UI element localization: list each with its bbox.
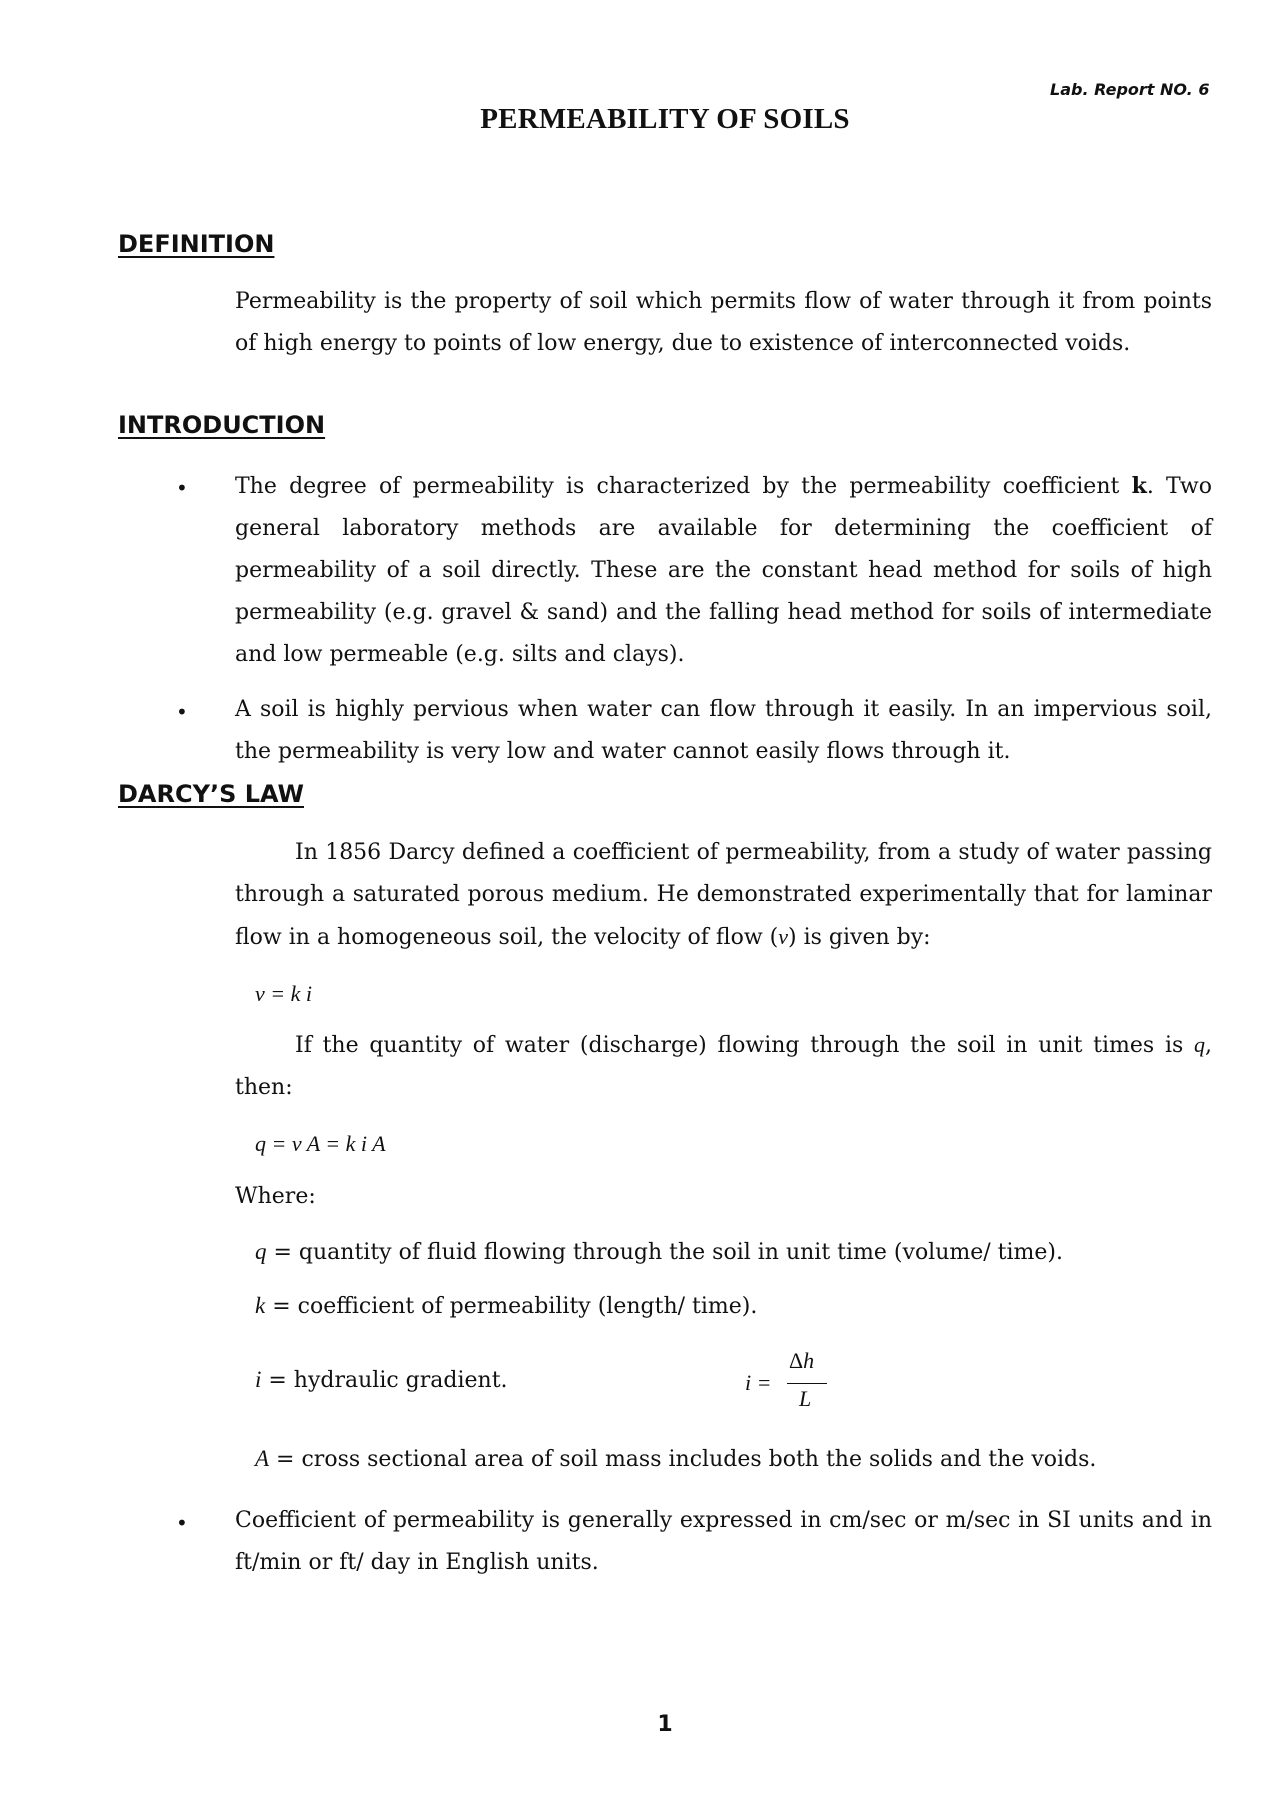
darcy-para2-text-a: If the quantity of water (discharge) flowing through the soil in unit times is xyxy=(295,1033,1194,1058)
fraction-bar xyxy=(787,1383,827,1384)
page-title: PERMEABILITY OF SOILS xyxy=(480,103,850,135)
formula-denominator: L xyxy=(799,1386,812,1411)
equation-darcy: v = k i xyxy=(255,981,312,1006)
darcy-paragraph-2 xyxy=(235,1024,1212,1109)
velocity-symbol: v xyxy=(778,924,788,949)
darcy-para1-text-b: ) is given by: xyxy=(788,925,931,950)
introduction-heading: INTRODUCTION xyxy=(118,411,326,439)
bullet-marker: • xyxy=(176,700,188,724)
i-symbol: i xyxy=(255,1367,262,1392)
discharge-symbol: q xyxy=(1194,1032,1205,1057)
q-symbol: q xyxy=(255,1239,267,1264)
darcy-para1-text-a: In 1856 Darcy defined a coefficient of permeability, from a study of water passing through a saturated porous medium. He demonstrated experimentally that for laminar flow in a homogeneous soil, the velocity of flow ( xyxy=(235,840,1212,950)
bullet-marker: • xyxy=(176,1511,188,1535)
bullet-marker: • xyxy=(176,476,188,500)
permeability-coefficient-symbol: k xyxy=(1131,473,1147,499)
darcy-heading: DARCY’S LAW xyxy=(118,780,304,808)
i-definition-text: = hydraulic gradient. xyxy=(261,1368,508,1393)
definition-text: Permeability is the property of soil which permits flow of water through it from points of high energy to points of low energy, due to existence of interconnected voids. xyxy=(235,289,1212,356)
intro-bullet1-text-b: . Two general laboratory methods are available for determining the coefficient of permeability of a soil directly. These are the constant head method for soils of high permeability (e.g. gravel & sand) and the falling head method for soils of intermediate and low permeable (e.g. silts and clays). xyxy=(235,474,1213,667)
definition-i xyxy=(255,1367,508,1393)
definition-k xyxy=(255,1293,757,1319)
formula-lhs: i = xyxy=(745,1370,772,1395)
darcy-bullet-units: Coefficient of permeability is generally expressed in cm/sec or m/sec in SI units and in ft/min or ft/ day in English units. xyxy=(235,1508,1212,1575)
report-number: Lab. Report NO. 6 xyxy=(1050,80,1210,99)
k-symbol: k xyxy=(255,1293,266,1318)
formula-numerator xyxy=(789,1348,814,1374)
hydraulic-gradient-formula xyxy=(745,1348,845,1418)
introduction-bullet-1 xyxy=(235,465,1212,676)
delta-symbol: Δ xyxy=(789,1348,804,1373)
darcy-paragraph-1 xyxy=(235,832,1212,959)
k-definition-text: = coefficient of permeability (length/ time). xyxy=(265,1294,758,1319)
definition-a xyxy=(255,1446,1096,1472)
definition-q xyxy=(255,1239,1063,1265)
definition-heading: DEFINITION xyxy=(118,230,275,258)
equation-discharge: q = v A = k i A xyxy=(255,1131,386,1156)
introduction-bullet-2: A soil is highly pervious when water can flow through it easily. In an impervious soil, the permeability is very low and water cannot easily flows through it. xyxy=(235,697,1212,764)
intro-bullet1-text-a: The degree of permeability is characterized by the permeability coefficient xyxy=(235,474,1132,499)
head-symbol: h xyxy=(803,1348,815,1373)
page-number: 1 xyxy=(657,1712,673,1737)
a-symbol: A xyxy=(255,1446,270,1471)
q-definition-text: = quantity of fluid flowing through the soil in unit time (volume/ time). xyxy=(266,1240,1064,1265)
darcy-para2-text-b: , then: xyxy=(235,1033,1212,1100)
where-label: Where: xyxy=(235,1184,316,1209)
a-definition-text: = cross sectional area of soil mass includes both the solids and the voids. xyxy=(269,1447,1097,1472)
